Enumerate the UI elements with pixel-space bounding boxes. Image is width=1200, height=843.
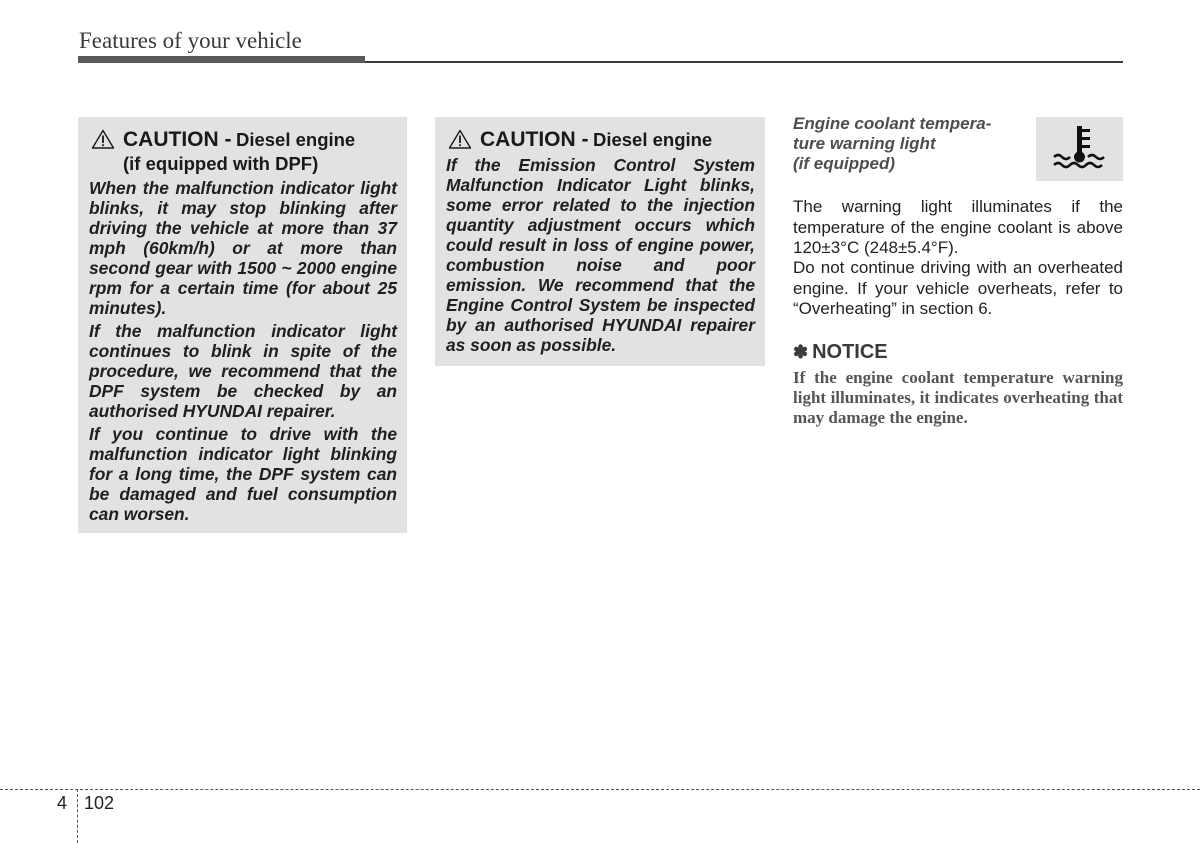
body-paragraph: Do not continue driving with an overheated engine. If your vehicle overheats, refer to “Overheating” in section 6. bbox=[793, 258, 1123, 318]
caution-paragraph: If the malfunction indicator light continues to blink in spite of the procedure, we recommend that the DPF system be checked by an authorised HYUNDAI repairer. bbox=[89, 321, 397, 421]
caution-paragraph: If you continue to drive with the malfunction indicator light blinking for a long time, the DPF system can be damaged and fuel consumption can worsen. bbox=[89, 424, 397, 524]
indicator-title-line: (if equipped) bbox=[793, 154, 895, 173]
footer-divider bbox=[0, 789, 1200, 790]
coolant-temperature-icon bbox=[1036, 117, 1123, 181]
indicator-title-line: ture warning light bbox=[793, 134, 936, 153]
warning-triangle-icon bbox=[91, 129, 115, 149]
section-title: Features of your vehicle bbox=[79, 28, 302, 53]
indicator-title bbox=[793, 114, 1023, 174]
caution-subject: Diesel engine bbox=[592, 129, 713, 150]
page-number: 102 bbox=[84, 793, 115, 813]
notice-label: NOTICE bbox=[812, 341, 888, 363]
notice-star-icon: ✽ bbox=[793, 342, 809, 362]
header-rule-accent bbox=[78, 56, 365, 63]
caution-paragraph: When the malfunction indicator light blinks, it may stop blinking after driving the vehicle at more than 37 mph (60km/h) or at more than second gear with 1500 ~ 2000 engine rpm for a certain time (for about 25 minutes). bbox=[89, 178, 397, 318]
notice-heading bbox=[793, 341, 888, 364]
caution-subject: Diesel engine bbox=[235, 129, 356, 150]
caution-qualifier: (if equipped with DPF) bbox=[123, 153, 319, 174]
body-paragraph: The warning light illuminates if the temperature of the engine coolant is above 120±3°C (248±5.4°F). bbox=[793, 197, 1123, 257]
caution-paragraph: If the Emission Control System Malfunction Indicator Light blinks, some error related to the injection quantity adjustment occurs which could result in loss of engine power, combustion noise and poor emission. We recommend that the Engine Control System be inspected by an authorised HYUNDAI repairer as soon as possible. bbox=[446, 155, 755, 355]
notice-text: If the engine coolant temperature warning light illuminates, it indicates overheating that may damage the engine. bbox=[793, 368, 1123, 427]
chapter-number: 4 bbox=[57, 793, 68, 813]
caution-box-emission bbox=[435, 117, 765, 366]
caution-label: CAUTION - bbox=[123, 128, 232, 151]
caution-heading bbox=[89, 129, 397, 175]
caution-heading bbox=[446, 129, 755, 153]
indicator-title-line: Engine coolant tempera- bbox=[793, 114, 992, 133]
caution-box-dpf bbox=[78, 117, 407, 533]
caution-label: CAUTION - bbox=[480, 128, 589, 151]
footer-divider-vertical bbox=[77, 789, 78, 843]
warning-triangle-icon bbox=[448, 129, 472, 149]
coolant-icon-panel bbox=[1036, 117, 1123, 181]
